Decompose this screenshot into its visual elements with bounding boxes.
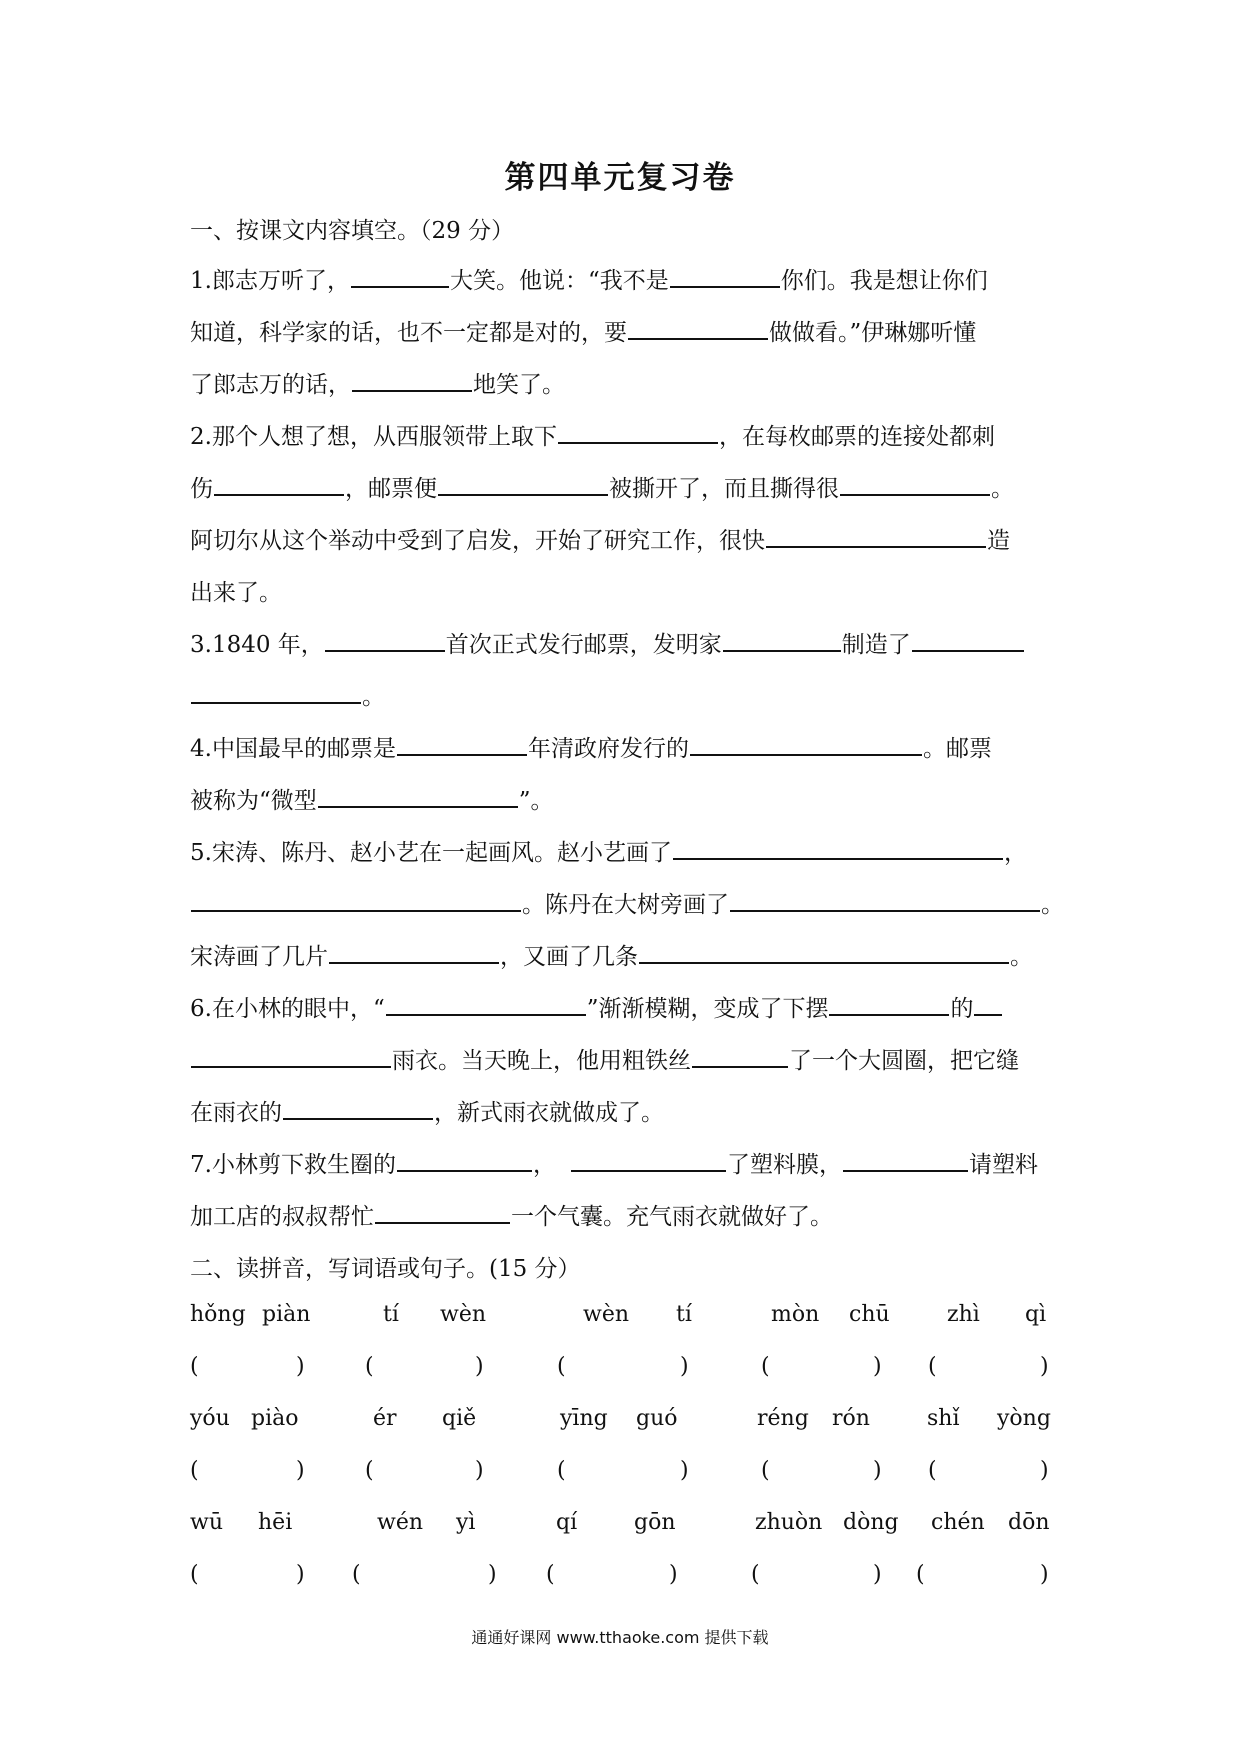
pinyin-syllable: yóu [190, 1406, 230, 1431]
section2-heading: 二、读拼音，写词语或句子。(15 分） [190, 1256, 581, 1282]
answer-paren-open: ( [916, 1562, 925, 1587]
blank[interactable] [840, 472, 990, 496]
pinyin-syllable: chū [849, 1302, 890, 1327]
blank[interactable] [558, 420, 718, 444]
pinyin-syllable: dòng [843, 1510, 899, 1535]
q1-line2: 知道，科学家的话，也不一定都是对的，要 做做看。”伊琳娜听懂 [190, 314, 976, 347]
answer-paren-close: ) [1040, 1562, 1049, 1587]
q5-line1: 5.宋涛、陈丹、赵小艺在一起画风。赵小艺画了 ， [190, 834, 1027, 867]
pinyin-syllable: yì [456, 1510, 476, 1535]
answer-paren-close: ) [475, 1354, 484, 1379]
blank[interactable] [375, 1200, 510, 1224]
pinyin-syllable: gōn [634, 1510, 676, 1535]
blank[interactable] [571, 1148, 726, 1172]
answer-paren-open: ( [365, 1354, 374, 1379]
blank[interactable] [191, 680, 361, 704]
pinyin-syllable: mòn [771, 1302, 820, 1327]
pinyin-syllable: wèn [583, 1302, 630, 1327]
blank[interactable] [974, 992, 1002, 1016]
answer-paren-open: ( [352, 1562, 361, 1587]
blank[interactable] [397, 732, 527, 756]
q3-line2: 。 [190, 678, 385, 711]
pinyin-syllable: tí [383, 1302, 399, 1327]
answer-box[interactable] [377, 1354, 473, 1380]
blank[interactable] [214, 472, 344, 496]
q1-line1: 1.郎志万听了， 大笑。他说：“我不是 你们。我是想让你们 [190, 262, 988, 295]
pinyin-syllable: hǒng [190, 1302, 246, 1327]
pinyin-syllable: piào [251, 1406, 299, 1431]
pinyin-syllable: qí [556, 1510, 578, 1535]
pinyin-syllable: tí [676, 1302, 692, 1327]
q2-line2: 伤 ，邮票便 被撕开了，而且撕得很 。 [190, 470, 1014, 503]
q5-line3: 宋涛画了几片 ，又画了几条 。 [190, 938, 1033, 971]
answer-paren-open: ( [365, 1458, 374, 1483]
answer-paren-close: ) [680, 1458, 689, 1483]
answer-box[interactable] [569, 1458, 678, 1484]
pinyin-syllable: wén [377, 1510, 424, 1535]
pinyin-syllable: shǐ [927, 1406, 960, 1431]
blank[interactable] [318, 784, 518, 808]
answer-paren-open: ( [190, 1458, 199, 1483]
answer-paren-close: ) [296, 1458, 305, 1483]
answer-paren-close: ) [680, 1354, 689, 1379]
answer-box[interactable] [377, 1458, 473, 1484]
answer-paren-close: ) [873, 1458, 882, 1483]
answer-box[interactable] [202, 1354, 294, 1380]
blank[interactable] [670, 264, 780, 288]
answer-box[interactable] [940, 1458, 1038, 1484]
answer-box[interactable] [773, 1354, 871, 1380]
q7-line1: 7.小林剪下救生圈的 ， 了塑料膜， 请塑料 [190, 1146, 1038, 1179]
answer-box[interactable] [569, 1354, 678, 1380]
answer-paren-close: ) [475, 1458, 484, 1483]
answer-paren-close: ) [296, 1562, 305, 1587]
q4-line2: 被称为“微型 ”。 [190, 782, 554, 815]
answer-paren-open: ( [761, 1458, 770, 1483]
pinyin-syllable: zhuòn [755, 1510, 823, 1535]
answer-box[interactable] [773, 1458, 871, 1484]
answer-box[interactable] [364, 1562, 486, 1588]
answer-paren-close: ) [873, 1354, 882, 1379]
blank[interactable] [692, 1044, 788, 1068]
q5-line2: 。陈丹在大树旁画了 。 [190, 886, 1064, 919]
section1-heading: 一、按课文内容填空。（29 分） [190, 218, 515, 244]
answer-paren-open: ( [761, 1354, 770, 1379]
pinyin-syllable: dōn [1008, 1510, 1050, 1535]
blank[interactable] [438, 472, 608, 496]
answer-paren-open: ( [928, 1354, 937, 1379]
q7-line2: 加工店的叔叔帮忙 一个气囊。充气雨衣就做好了。 [190, 1198, 833, 1231]
blank[interactable] [191, 888, 521, 912]
answer-paren-open: ( [546, 1562, 555, 1587]
pinyin-syllable: wū [190, 1510, 223, 1535]
pinyin-syllable: rón [832, 1406, 870, 1431]
answer-paren-close: ) [488, 1562, 497, 1587]
footer: 通通好课网 www.tthaoke.com 提供下载 [471, 1628, 769, 1647]
answer-paren-open: ( [190, 1354, 199, 1379]
blank[interactable] [723, 628, 841, 652]
pinyin-syllable: chén [931, 1510, 985, 1535]
blank[interactable] [912, 628, 1024, 652]
answer-box[interactable] [558, 1562, 667, 1588]
page-title: 第四单元复习卷 [504, 160, 736, 196]
pinyin-syllable: qiě [442, 1406, 477, 1431]
blank[interactable] [673, 836, 1003, 860]
answer-paren-open: ( [557, 1458, 566, 1483]
answer-box[interactable] [202, 1562, 294, 1588]
pinyin-syllable: qì [1025, 1302, 1047, 1327]
answer-paren-close: ) [669, 1562, 678, 1587]
q2-line3: 阿切尔从这个举动中受到了启发，开始了研究工作，很快 造 [190, 522, 1010, 555]
blank[interactable] [766, 524, 986, 548]
pinyin-syllable: yīng [560, 1406, 608, 1431]
q6-line3: 在雨衣的 ，新式雨衣就做成了。 [190, 1094, 664, 1127]
blank[interactable] [397, 1148, 532, 1172]
blank[interactable] [283, 1096, 433, 1120]
q6-line2: 雨衣。当天晚上，他用粗铁丝 了一个大圆圈，把它缝 [190, 1042, 1019, 1075]
pinyin-syllable: wèn [440, 1302, 487, 1327]
answer-paren-close: ) [1040, 1458, 1049, 1483]
q2-line4: 出来了。 [190, 580, 282, 606]
answer-paren-open: ( [751, 1562, 760, 1587]
blank[interactable] [325, 628, 445, 652]
pinyin-syllable: piàn [262, 1302, 311, 1327]
answer-paren-close: ) [1040, 1354, 1049, 1379]
pinyin-syllable: ér [373, 1406, 397, 1431]
blank[interactable] [329, 940, 499, 964]
answer-box[interactable] [940, 1354, 1038, 1380]
q6-line1: 6.在小林的眼中，“ ”渐渐模糊，变成了下摆 的 [190, 990, 1003, 1023]
blank[interactable] [191, 1044, 391, 1068]
blank[interactable] [386, 992, 586, 1016]
blank[interactable] [843, 1148, 968, 1172]
answer-box[interactable] [763, 1562, 871, 1588]
blank[interactable] [829, 992, 949, 1016]
q3-line1: 3.1840 年， 首次正式发行邮票，发明家 制造了 [190, 626, 1025, 659]
answer-box[interactable] [202, 1458, 294, 1484]
answer-box[interactable] [928, 1562, 1038, 1588]
pinyin-syllable: zhì [947, 1302, 980, 1327]
answer-paren-close: ) [873, 1562, 882, 1587]
q4-line1: 4.中国最早的邮票是 年清政府发行的 。邮票 [190, 730, 992, 763]
q2-line1: 2.那个人想了想，从西服领带上取下 ，在每枚邮票的连接处都刺 [190, 418, 995, 451]
blank[interactable] [639, 940, 1009, 964]
blank[interactable] [690, 732, 922, 756]
answer-paren-open: ( [190, 1562, 199, 1587]
q1-line3: 了郎志万的话， 地笑了。 [190, 366, 565, 399]
pinyin-syllable: hēi [258, 1510, 293, 1535]
answer-paren-close: ) [296, 1354, 305, 1379]
answer-paren-open: ( [557, 1354, 566, 1379]
blank[interactable] [351, 264, 449, 288]
pinyin-syllable: guó [636, 1406, 678, 1431]
pinyin-syllable: réng [757, 1406, 809, 1431]
blank[interactable] [730, 888, 1040, 912]
pinyin-syllable: yòng [997, 1406, 1051, 1431]
answer-paren-open: ( [928, 1458, 937, 1483]
blank[interactable] [628, 316, 768, 340]
blank[interactable] [352, 368, 472, 392]
